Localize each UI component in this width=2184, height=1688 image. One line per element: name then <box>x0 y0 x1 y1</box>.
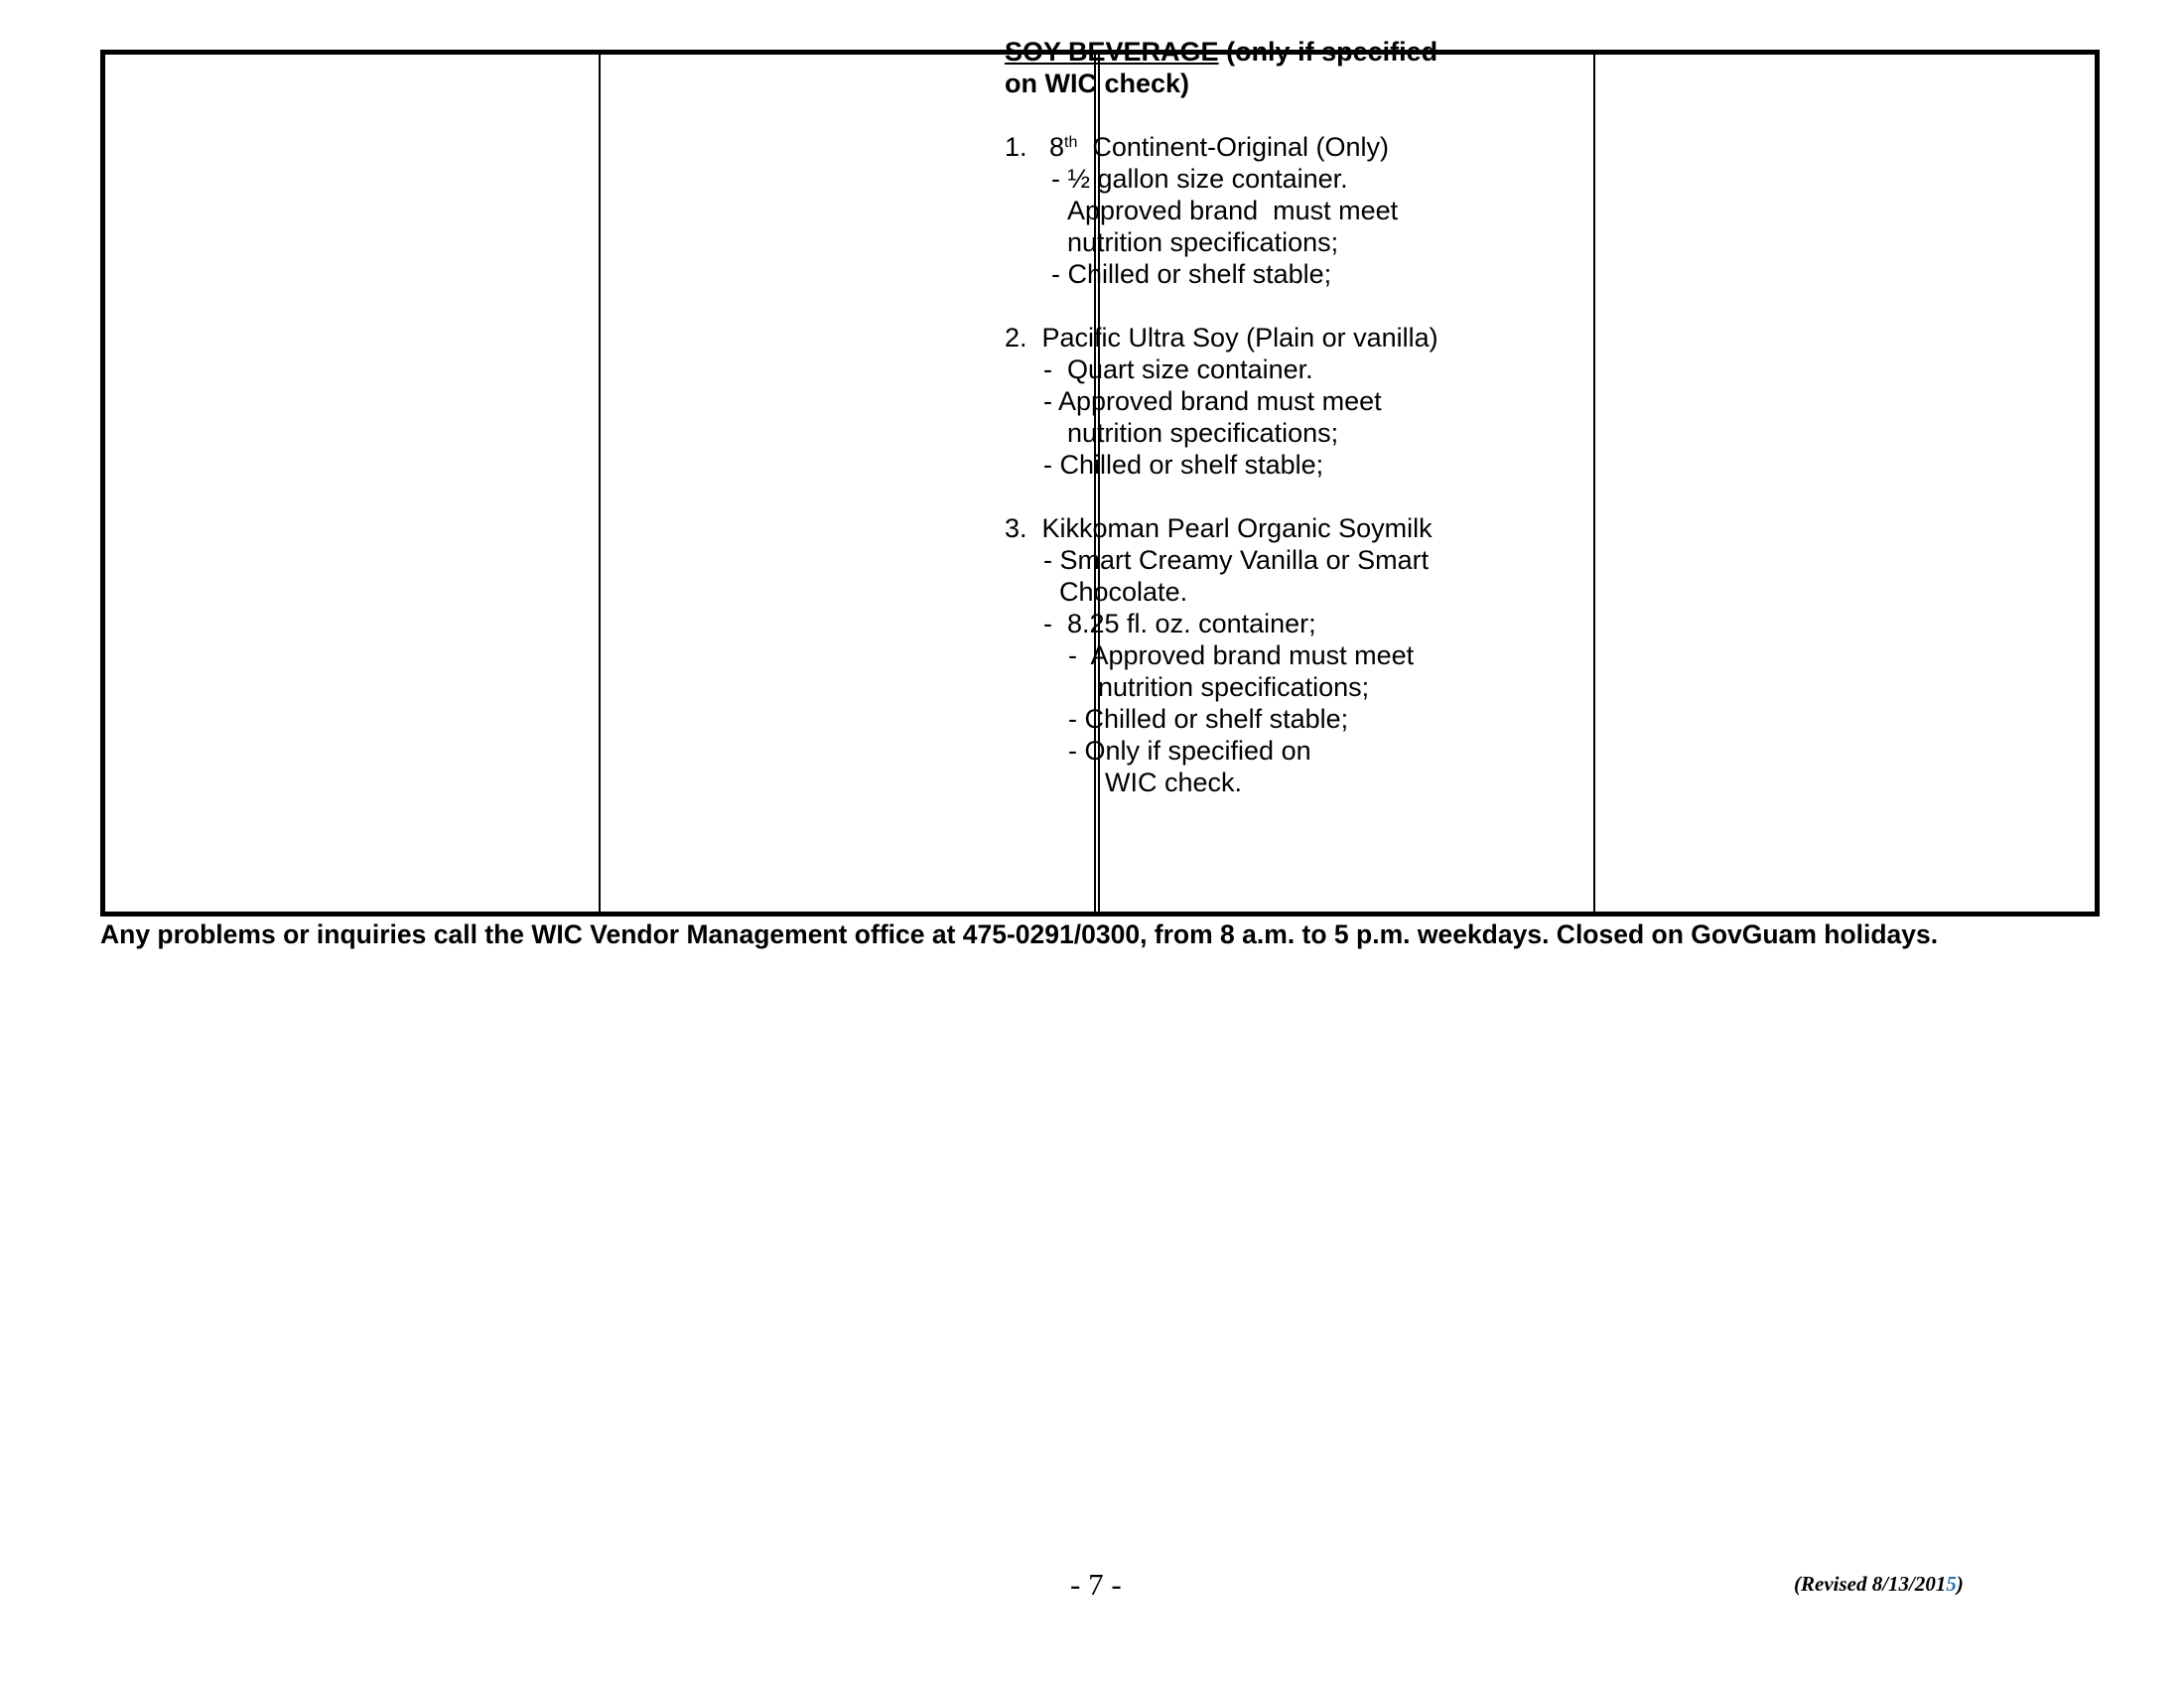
revised-date: (Revised 8/13/2015) <box>1794 1572 1964 1596</box>
contact-note: Any problems or inquiries call the WIC Vendor Management office at 475-0291/0300, from 8 a.m. to 5 p.m. weekdays. Closed on GovGuam holidays. <box>100 919 1939 949</box>
item-detail: nutrition specifications; <box>1067 418 1339 448</box>
item-detail: - Approved brand must meet <box>1068 640 1415 670</box>
item-detail: - Only if specified on <box>1068 736 1311 766</box>
item-detail: - Chilled or shelf stable; <box>1043 450 1324 480</box>
item-detail: - Approved brand must meet <box>1043 386 1382 416</box>
item-title: 1. 8th Continent-Original (Only) <box>1005 132 1390 162</box>
section-title <box>1005 36 1481 99</box>
soy-beverage-cell <box>1005 36 1481 798</box>
item-detail: - Chilled or shelf stable; <box>1068 704 1349 734</box>
item-detail: - 8.25 fl. oz. container; <box>1043 609 1316 638</box>
item-detail: WIC check. <box>1105 768 1243 797</box>
list-item <box>1005 322 1481 481</box>
section-title-rest: (only if specified <box>1218 37 1438 67</box>
list-item <box>1005 131 1481 290</box>
item-detail: - Quart size container. <box>1043 354 1313 384</box>
item-detail: nutrition specifications; <box>1067 227 1339 257</box>
item-title: 2. Pacific Ultra Soy (Plain or vanilla) <box>1005 323 1438 352</box>
item-detail: - Chilled or shelf stable; <box>1051 259 1332 289</box>
section-title-line2: on WIC check) <box>1005 69 1190 98</box>
item-detail: Approved brand must meet <box>1067 196 1399 225</box>
column-divider-1 <box>599 55 601 912</box>
column-divider-3 <box>1593 55 1595 912</box>
list-item <box>1005 512 1481 798</box>
item-title: 3. Kikkoman Pearl Organic Soymilk <box>1005 513 1433 543</box>
item-detail: nutrition specifications; <box>1098 672 1370 702</box>
item-detail: Chocolate. <box>1059 577 1188 607</box>
section-title-underlined: SOY BEVERAGE <box>1005 37 1219 67</box>
item-detail: - ½ gallon size container. <box>1051 164 1348 194</box>
item-detail: - Smart Creamy Vanilla or Smart <box>1043 545 1430 575</box>
page-number: - 7 - <box>1070 1567 1122 1602</box>
